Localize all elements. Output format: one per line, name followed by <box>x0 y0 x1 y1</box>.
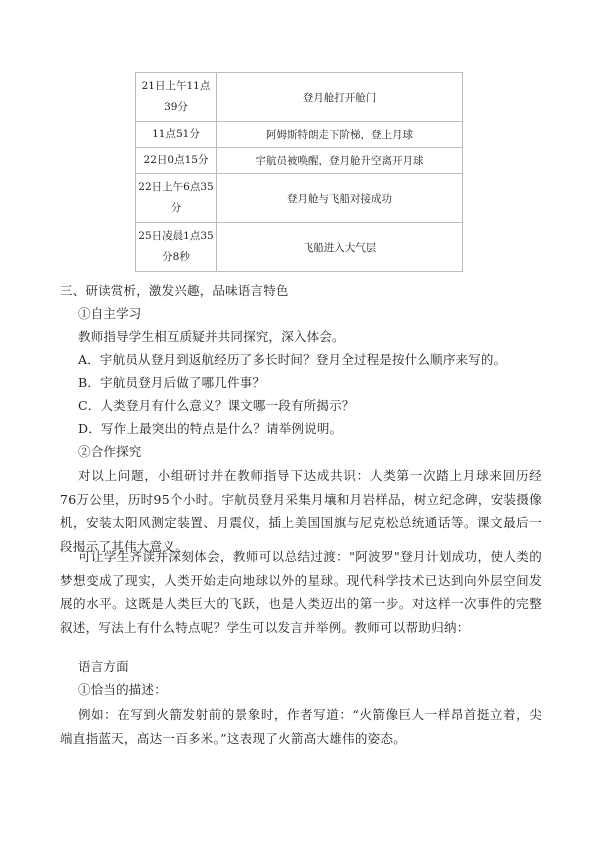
time-cell: 25日凌晨1点35分8秒 <box>136 223 217 272</box>
section-heading: 三、研读赏析，激发兴趣，品味语言特色 <box>60 283 289 298</box>
question-a: A．宇航员从登月到返航经历了多长时间？登月全过程是按什么顺序来写的。 <box>78 352 507 367</box>
event-cell: 阿姆斯特朗走下阶梯，登上月球 <box>217 122 463 148</box>
event-cell: 登月舱与飞船对接成功 <box>217 174 463 223</box>
question-b: B．宇航员登月后做了哪几件事？ <box>78 375 266 390</box>
subheading: 语言方面 <box>78 659 129 674</box>
time-cell: 22日上午6点35分 <box>136 174 217 223</box>
table-row <box>136 174 463 223</box>
question-d: D．写作上最突出的特点是什么？请举例说明。 <box>78 421 343 436</box>
table-row <box>136 122 463 148</box>
event-cell: 宇航员被唤醒，登月舱升空离开月球 <box>217 148 463 174</box>
table-row <box>136 223 463 272</box>
paragraph: 例如：在写到火箭发射前的景象时，作者写道：“火箭像巨人一样昂首挺立着，尖端直指蓝天，高达一百多米。”这表现了火箭高大雄伟的姿态。 <box>60 707 542 746</box>
paragraph: 对以上问题，小组研讨并在教师指导下达成共识：人类第一次踏上月球来回历经76万公里，历时95个小时。宇航员登月采集月壤和月岩样品，树立纪念碑，安装摄像机，安装太阳风测定装置、月震仪，插上美国国旗与尼克松总统通话等。课文最后一段揭示了其伟大意义。 <box>60 468 542 554</box>
subsection-label: ①自主学习 <box>78 306 142 321</box>
question-c: C．人类登月有什么意义？课文哪一段有所揭示？ <box>78 398 355 413</box>
time-cell: 11点51分 <box>136 122 217 148</box>
intro-text: 教师指导学生相互质疑并共同探究，深入体会。 <box>78 329 345 344</box>
table-row <box>136 73 463 122</box>
time-cell: 22日0点15分 <box>136 148 217 174</box>
event-cell: 飞船进入大气层 <box>217 223 463 272</box>
time-cell: 21日上午11点39分 <box>136 73 217 122</box>
event-cell: 登月舱打开舱门 <box>217 73 463 122</box>
timeline-table <box>135 72 463 272</box>
table-row <box>136 148 463 174</box>
subsection-label: ②合作探究 <box>78 444 142 459</box>
paragraph: 可让学生齐读并深刻体会，教师可以总结过渡："阿波罗"登月计划成功，使人类的梦想变成了现实，人类开始走向地球以外的星球。现代科学技术已达到向外层空间发展的水平。这既是人类巨大的飞跃，也是人类迈出的第一步。对这样一次事件的完整叙述，写法上有什么特点呢？学生可以发言并举例。教师可以帮助归纳： <box>60 549 542 635</box>
subsection-label: ①恰当的描述： <box>78 682 167 697</box>
